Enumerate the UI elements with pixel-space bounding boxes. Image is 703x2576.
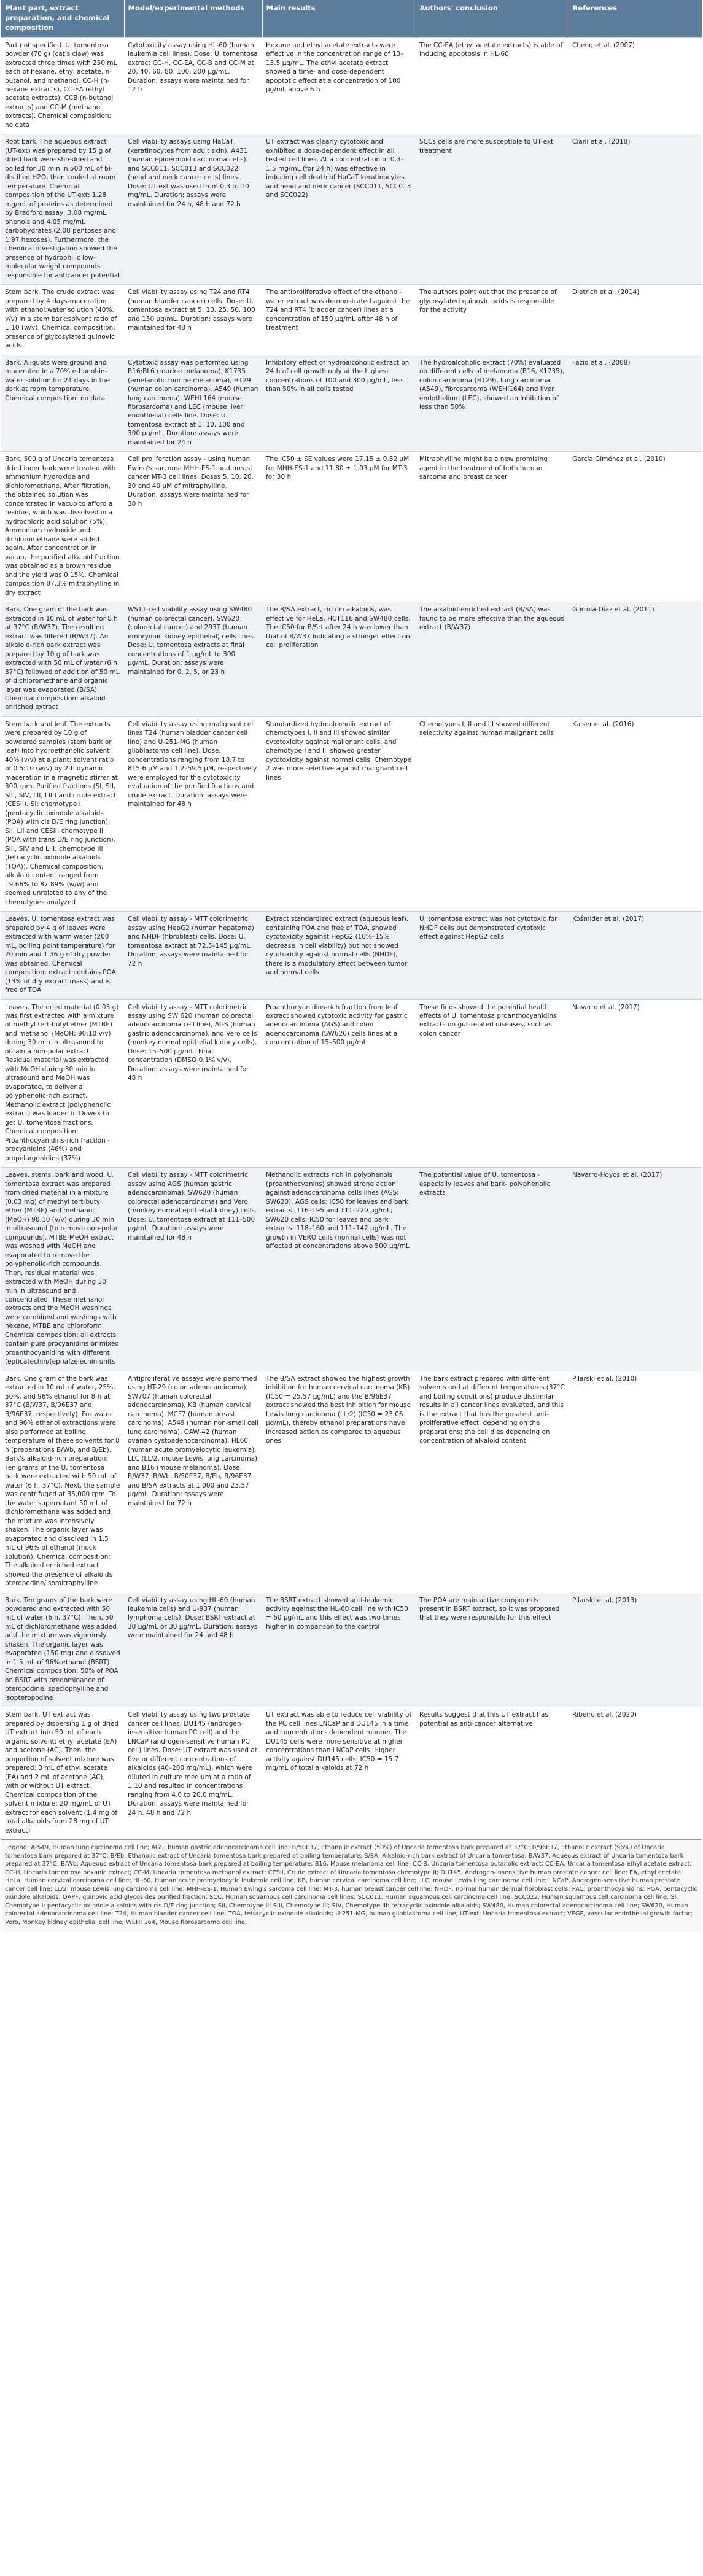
cell-part: Stem bark and leaf. The extracts were prepared by 10 g of powdered samples (stem bark or leaf) into hydroethanolic solvent 40% (v/v) at a plant: solvent ratio of 0.5:10 (w/v) by 2-h dynamic maceration in a magnetic stirrer at 300 rpm. Purified fractions (SI, SII, SIII, SIV, LII, LIII) and crude extract (CESII). SI: chemotype I (pentacyclic oxindole alkaloids (POA) with cis D/E ring junction). SII, LII and CESII: chemotype II (POA with trans D/E ring junction). SIII, SIV and LIII: chemotype III (tetracyclic oxindole alkaloids (TOA)). Chemical composition: alkaloid content ranged from 19.66% to 87.89% (w/w) and seemed unrelated to any of the chemotypes analyzed	[1, 716, 124, 911]
cell-references: Pilarski et al. (2013)	[569, 1593, 702, 1707]
cell-model: Cell viability assay - MTT colorimetric assay using AGS (human gastric adenocarcinoma), SW620 (human colorectal adenocarcinoma) and Vero (monkey normal epithelial kidney) cells. Dose: U. tomentosa extract at 111–500 µg/mL. Duration: assays were maintained for 48 h	[124, 1168, 262, 1371]
header-conclusion: Authors' conclusion	[416, 0, 569, 37]
table-row	[1, 999, 702, 1168]
cell-conclusion: SCCs cells are more susceptible to UT-ext treatment	[416, 134, 569, 285]
cell-references: Fazio et al. (2008)	[569, 355, 702, 452]
header-results: Main results	[262, 0, 416, 37]
table-row	[1, 1168, 702, 1371]
table-row	[1, 1371, 702, 1593]
cell-references: Ribeiro et al. (2020)	[569, 1707, 702, 1839]
cell-part: Bark. Ten grams of the bark were powdered and extracted with 50 mL of water (6 h, 37°C). Then, 50 mL of dichloromethane was added and the mixture was vigorously shaken. The organic layer was evaporated (150 mg) and dissolved in 1.5 mL of 96% ethanol (BSRT). Chemical composition: 50% of POA on BSRT with predominance of pteropodine, speciophylline and isopteropodine	[1, 1593, 124, 1707]
header-model: Model/experimental methods	[124, 0, 262, 37]
cell-references: García Giménez et al. (2010)	[569, 452, 702, 602]
table-body	[1, 37, 702, 1839]
cell-results: Methanolic extracts rich in polyphenols (proanthocyanins) showed strong action against adenocarcinoma cells lines (AGS; SW620). AGS cells: IC50 for leaves and bark extracts: 116–195 and 111–220 µg/mL; SW620 cells: IC50 for leaves and bark extracts: 118–160 and 111–142 µg/mL. The growth in VERO cells (normal cells) was not affected at concentrations above 500 µg/mL	[262, 1168, 416, 1371]
header-part: Plant part, extract preparation, and chemical composition	[1, 0, 124, 37]
table-row	[1, 285, 702, 355]
cell-model: Cell viability assay using T24 and RT4 (human bladder cancer) cells. Dose: U. tomentosa extract at 5, 10, 25, 50, 100 and 150 µg/mL. Duration: assays were maintained for 48 h	[124, 285, 262, 355]
cell-references: Ciani et al. (2018)	[569, 134, 702, 285]
cell-conclusion: The potential value of U. tomentosa -especially leaves and bark- polyphenolic extracts	[416, 1168, 569, 1371]
table-row	[1, 355, 702, 452]
table-header	[1, 0, 702, 37]
cell-results: UT extract was able to reduce cell viability of the PC cell lines LNCaP and DU145 in a time and concentration- dependent manner. The DU145 cells were more sensitive at higher concentrations than LNCaP cells. Higher activity against DU145 cells: IC50 = 15.7 mg/mL of total alkaloids at 72 h	[262, 1707, 416, 1839]
cell-references: Kaiser et al. (2016)	[569, 716, 702, 911]
cell-references: Dietrich et al. (2014)	[569, 285, 702, 355]
cell-conclusion: Chemotypes I, II and III showed different selectivity against human malignant cells	[416, 716, 569, 911]
cell-conclusion: U. tomentosa extract was not cytotoxic for NHDF cells but demonstrated cytotoxic effect against HepG2 cells	[416, 912, 569, 999]
cell-results: Hexane and ethyl acetate extracts were effective in the concentration range of 13–13.5 µg/mL. The ethyl acetate extract showed a time- and dose-dependent apoptotic effect at a concentration of 100 µg/mL above 6 h	[262, 37, 416, 134]
cell-part: Leaves. U. tomentosa extract was prepared by 4 g of leaves were extracted with warm water (200 mL, boiling point temperature) for 20 min and 1.36 g of dry powder was obtained. Chemical composition: extract contains POA (13% of dry extract mass) and is free of TOA	[1, 912, 124, 999]
cell-results: The BSRT extract showed anti-leukemic activity against the HL-60 cell line with IC50 = 60 µg/mL and this effect was two times higher in comparison to the control	[262, 1593, 416, 1707]
cell-references: Kośmider et al. (2017)	[569, 912, 702, 999]
cell-conclusion: The alkaloid-enriched extract (B/SA) was found to be more effective than the aqueous extract (B/W37)	[416, 602, 569, 717]
cell-conclusion: The POA are main active compounds present in BSRT extract, so it was proposed that they were responsible for this effect	[416, 1593, 569, 1707]
cell-part: Leaves, stems, bark and wood. U. tomentosa extract was prepared from dried material in a mixture (0.03 mg) of methyl tert-butyl ether (MTBE) and methanol (MeOH) 90:10 (v/v) during 30 min in ultrasound (to remove non-polar compounds). MTBE-MeOH extract was washed with MeOH and evaporated to remove the polyphenolic-rich compounds. Then, residual material was extracted with MeOH during 30 min in ultrasound and concentrated. These methanol extracts and the MeOH washings were combined and washings with hexane, MTBE and chloroform. Chemical composition: all extracts contain pure procyanidins or mixed proanthocyanidins with different (epi)catechin/(epi)afzelechin units	[1, 1168, 124, 1371]
cell-part: Root bark. The aqueous extract (UT-ext) was prepared by 15 g of dried bark were shredded and boiled for 30 min in 500 mL of bi-distilled H2O, then cooled at room temperature. Chemical composition of the UT-ext: 1.28 mg/mL of proteins as determined by Bradford assay, 3.08 mg/mL phenols and 4.05 mg/mL carbohydrates (2.08 pentoses and 1.97 hexoses). Furthermore, the chemical investigation showed the presence of hydrophilic low-molecular weight compounds responsible for anticancer potential	[1, 134, 124, 285]
table-row	[1, 912, 702, 999]
cell-part: Leaves. The dried material (0.03 g) was first extracted with a mixture of methyl tert-butyl ether (MTBE) and methanol (MeOH; 90:10 v/v) during 30 min in ultrasound to obtain a non-polar extract. Residual material was extracted with MeOH during 30 min in ultrasound and MeOH was evaporated, to deliver a polyphenolic-rich extract. Methanolic extract (polyphenolic extract) was loaded in Dowex to get U. tomentosa fractions. Chemical composition: Proanthocyanidins-rich fraction - procyanidins (46%) and propelargonidins (37%)	[1, 999, 124, 1168]
cell-results: The B/SA extract, rich in alkaloids, was effective for HeLa, HCT116 and SW480 cells. The IC50 for B/Srt after 24 h was lower than that of B/W37 indicating a stronger effect on cell proliferation	[262, 602, 416, 717]
cell-model: Cell viability assay - MTT colorimetric assay using SW 620 (human colorectal adenocarcinoma cell line), AGS (human gastric adenocarcinoma), and Vero cells (monkey normal epithelial kidney cells). Dose: 15–500 µg/mL. Final concentration (DMSO 0.1% v/v). Duration: assays were maintained for 48 h	[124, 999, 262, 1168]
cell-model: WST1-cell viability assay using SW480 (human colorectal cancer), SW620 (colorectal cancer) and 293T (human embryonic kidney epithelial) cells lines. Dose: U. tomentosa extracts at final concentrations of 1 µg/mL to 300 µg/mL. Duration: assays were maintained for 0, 2, 5, or 23 h	[124, 602, 262, 717]
cell-model: Cell viability assay using malignant cell lines T24 (human bladder cancer cell line) and U-251-MG (human glioblastoma cell line). Dose: concentrations ranging from 18.7 to 815.6 µM and 1.2–59.5 µM, respectively were employed for the cytotoxicity evaluation of the purified fractions and crude extract. Duration: assays were maintained for 48 h	[124, 716, 262, 911]
cell-model: Antiproliferative assays were performed using HT-29 (colon adenocarcinoma), SW707 (human colorectal adenocarcinoma), KB (human cervical carcinoma), MCF7 (human breast carcinoma), A549 (human non-small cell lung carcinoma), OAW-42 (human ovarian cystoadenocarcinoma), HL60 (human acute promyelocytic leukemia), LLC (LL/2, mouse Lewis lung carcinoma) and B16 (mouse melanoma). Dose: B/W37, B/Wb, B/50E37, B/Eb, B/96E37 and B/SA extracts at 1.000 and 23.57 µg/mL. Duration: assays were maintained for 72 h	[124, 1371, 262, 1593]
table-row	[1, 134, 702, 285]
cell-model: Cytotoxic assay was performed using B16/BL6 (murine melanoma), K1735 (amelanotic murine melanoma), HT29 (human colon carcinoma), A549 (human lung carcinoma), WEHI 164 (mouse fibrosarcoma) and LEC (mouse liver endothelial) cells line. Dose: U. tomentosa extract at 1, 10, 100 and 300 µg/mL. Duration: assays were maintained for 24 h	[124, 355, 262, 452]
cell-results: UT extract was clearly cytotoxic and exhibited a dose-dependent effect in all tested cell lines. At a concentration of 0.3–1.5 mg/mL (for 24 h) was effective in inducing cell death of HaCaT keratinocytes and head and neck cancer (SCC011, SCC013 and SCC022)	[262, 134, 416, 285]
cell-references: Pilarski et al. (2010)	[569, 1371, 702, 1593]
table-container	[1, 0, 702, 1931]
cell-results: Inhibitory effect of hydroalcoholic extract on 24 h of cell growth only at the highest concentrations of 100 and 300 µg/mL, less than 50% in all cells tested	[262, 355, 416, 452]
cell-results: Extract standardized extract (aqueous leaf), containing POA and free of TOA, showed cytotoxicity against HepG2 (10%–15% decrease in cell viability) but not showed cytotoxicity against normal cells (NHDF); there is a modulatory effect between tumor and normal cells	[262, 912, 416, 999]
cell-part: Part not specified. U. tomentosa powder (70 g) (cat's claw) was extracted three times with 250 mL each of hexane, ethyl acetate, n-butanol, and methanol. CC-H (n-hexane extracts), CC-EA (ethyl acetate extracts), CCB (n-butanol extracts) and CC-M (methanol extracts). Chemical composition: no data	[1, 37, 124, 134]
cell-model: Cell viability assays using HaCaT, (keratinocytes from adult skin), A431 (human epidermoid carcinoma cells), and SCC011, SCC013 and SCC022 (head and neck cancer cells) lines. Dose: UT-ext was used from 0.3 to 10 mg/mL. Duration: assays were maintained for 24 h, 48 h and 72 h	[124, 134, 262, 285]
cell-model: Cell viability assay using two prostate cancer cell lines, DU145 (androgen-insensitive human PC cell) and the LNCaP (androgen-sensitive human PC cell) lines. Dose: UT extract was used at five or different concentrations of alkaloids (40–200 mg/mL), which were diluted in culture medium at a ratio of 1:10 and resulted in concentrations ranging from 4.0 to 20.0 mg/mL. Duration: assays were maintained for 24 h, 48 h and 72 h	[124, 1707, 262, 1839]
cell-results: Standardized hydroalcoholic extract of chemotypes I, II and III showed similar cytotoxicity against malignant cells, and chemotype I and III showed greater cytotoxicity against normal cells. Chemotype 2 was more selective against malignant cell lines	[262, 716, 416, 911]
cell-part: Bark. Aliquots were ground and macerated in a 70% ethanol-in-water solution for 21 days in the dark at room temperature. Chemical composition: no data	[1, 355, 124, 452]
header-references: References	[569, 0, 702, 37]
cell-results: The antiproliferative effect of the ethanol-water extract was demonstrated against the T24 and RT4 (bladder cancer) lines at a concentration of 150 µg/mL after 48 h of treatment	[262, 285, 416, 355]
cell-results: The IC50 ± SE values were 17.15 ± 0.82 µM for MHH-ES-1 and 11.80 ± 1.03 µM for MT-3 for 30 h	[262, 452, 416, 602]
cell-part: Bark. One gram of the bark was extracted in 10 mL of water, 25%, 50%, and 96% ethanol for 8 h at 37°C (B/W37, B/96E37 and B/96E37, respectively). For water and 96% ethanol extractions were also performed at boiling temperature of these solvents for 8 h (preparations B/Wb, and B/Eb). Bark's alkaloid-rich preparation: Ten grams of the U. tomentosa bark were extracted with 50 mL of water (6 h, 37°C). Next, the sample was centrifuged at 35,000 rpm. To the water supernatant 50 mL of dichloromethane was added and the mixture was intensively shaken. The organic layer was evaporated and dissolved in 1.5 mL of 96% of ethanol (mock solution). Chemical composition: The alkaloid enriched extract showed the presence of alkaloids pteropodine/isomitraphylline	[1, 1371, 124, 1593]
table-row	[1, 1707, 702, 1839]
table-row	[1, 716, 702, 911]
cell-references: Gurrola-Díaz et al. (2011)	[569, 602, 702, 717]
cell-model: Cell proliferation assay - using human Ewing's sarcoma MHH-ES-1 and breast cancer MT-3 cell lines. Doses 5, 10, 20, 30 and 40 µM of mitraphylline. Duration: assays were maintained for 30 h	[124, 452, 262, 602]
cell-part: Bark. One gram of the bark was extracted in 10 mL of water for 8 h at 37°C (B/W37). The resulting extract was filtered (B/W37). An alkaloid-rich bark extract was prepared by 10 g of bark was extracted with 50 mL of water (6 h, 37°C) followed of addition of 50 mL of dichloromethane and organic layer was evaporated (B/SA). Chemical composition: alkaloid-enriched extract	[1, 602, 124, 717]
cell-results: Proanthocyanidins-rich fraction from leaf extract showed cytotoxic activity for gastric adenocarcinoma (AGS) and colon adenocarcinoma (SW620) cells lines at a concentration of 15–500 µg/mL	[262, 999, 416, 1168]
cell-references: Cheng et al. (2007)	[569, 37, 702, 134]
cell-part: Stem bark. The crude extract was prepared by 4 days-maceration with ethanol:water solution (40%, v/v) in a stem bark:solvent ratio of 1:10 (w/v). Chemical composition: presence of glycosylated quinovic acids	[1, 285, 124, 355]
cell-model: Cell viability assay - MTT colorimetric assay using HepG2 (human hepatoma) and NHDF (fibroblast) cells. Dose: U. tomentosa extract at 72.5–145 µg/mL. Duration: assays were maintained for 72 h	[124, 912, 262, 999]
cell-part: Stem bark. UT extract was prepared by dispersing 1 g of dried UT extract into 50 mL of each organic solvent: ethyl acetate (EA) and acetone (AC). Then, the proportion of solvent mixture was prepared: 3 mL of ethyl acetate (EA) and 2 mL of acetone (AC), with or without UT extract. Chemical composition of the solvent mixture: 20 mg/mL of UT extract for each solvent (1.4 mg of total alkaloids from 28 mg of UT extract)	[1, 1707, 124, 1839]
cell-conclusion: The authors point out that the presence of glycosylated quinovic acids is responsible for the activity	[416, 285, 569, 355]
cell-references: Navarro et al. (2017)	[569, 999, 702, 1168]
header-row	[1, 0, 702, 37]
table-row	[1, 1593, 702, 1707]
table-row	[1, 37, 702, 134]
cell-conclusion: The bark extract prepared with different solvents and at different temperatures (37°C and boiling conditions) produce dissimilar results in all cancer lines evaluated, and this is the extract that has the greatest anti-proliferative effect, depending on the preparations; the cell dies depending on concentration of alkaloid content	[416, 1371, 569, 1593]
data-table	[1, 0, 702, 1839]
cell-results: The B/SA extract showed the highest growth inhibition for human cervical carcinoma (KB) (IC50 = 25.57 µg/mL) and the B/96E37 extract showed the best inhibition for mouse Lewis lung carcinoma (LL/2) (IC50 = 23.06 µg/mL), thereby ethanol preparations have increased action as compared to aqueous ones	[262, 1371, 416, 1593]
cell-part: Bark. 500 g of Uncaria tomentosa dried inner bark were treated with ammonium hydroxide and dichloromethane. After filtration, the obtained solution was concentrated in vacuo to afford a residue, which was dissolved in a hydrochloric acid solution (5%). Ammonium hydroxide and dichloromethane were added again. After concentration in vacuo, the purified alkaloid fraction was obtained as a brown residue and the yield was 0.15%. Chemical composition 87.3% mitraphylline in dry extract	[1, 452, 124, 602]
table-row	[1, 452, 702, 602]
cell-references: Navarro-Hoyos et al. (2017)	[569, 1168, 702, 1371]
cell-conclusion: The CC-EA (ethyl acetate extracts) is able of inducing apoptosis in HL-60	[416, 37, 569, 134]
cell-conclusion: Results suggest that this UT extract has potential as anti-cancer alternative	[416, 1707, 569, 1839]
cell-conclusion: These finds showed the potential health effects of U. tomentosa proanthocyanidins extracts on gut-related diseases, such as colon cancer	[416, 999, 569, 1168]
table-legend: Legend: A-549, Human lung carcinoma cell line; AGS, human gastric adenocarcinoma cell line; B/50E37, Ethanolic extract (50%) of Uncaria tomentosa bark prepared at 37°C; B/96E37, Ethanolic extract (96%) of Uncaria tomentosa bark prepared at 37°C; B/Eb, Ethanolic extract of Uncaria tomentosa bark prepared at boiling temperature; B/SA, Alkaloid-rich bark extract of Uncaria tomentosa; B/W37, Aqueous extract of Uncaria tomentosa bark prepared at 37°C; B/Wb, Aqueous extract of Uncaria tomentosa bark prepared at boiling temperature; B16, Mouse melanoma cell line; CC-B, Uncaria tomentosa butanolic extract; CC-EA, Uncaria tomentosa ethyl acetate extract; CC-H, Uncaria tomentosa hexanic extract; CC-M, Uncaria tomentosa methanol extract; CESII, Crude extract of Uncaria tomentosa chemotype II; DU145, Androgen-insensitive human prostate cancer cell line; EA, ethyl acetate; HeLa, Human cervical carcinoma cell line; HL-60, Human acute promyelocytic leukemia cell line; KB, human cervical carcinoma cell line; LLC, mouse Lewis lung carcinoma cell line; LNCaP, Androgen-sensitive human prostate cancer cell line; LL/2, mouse Lewis lung carcinoma cell line; MHH-ES-1, Human Ewing's sarcoma cell line; MT-3, human breast cancer cell line; NHDF, normal human dermal fibroblast cells; PAC, proanthocyanidins; POA, pentacyclic oxindole alkaloids; QAPF, quinovic acid glycosides purified fraction; SCC, Human squamous cell carcinoma cell lines; SCC011, Human squamous cell carcinoma cell line; SCC022, Human squamous cell carcinoma cell line; SI, Chemotype I: pentacyclic oxindole alkaloids with cis D/E ring junction; SII, Chemotype II; SIII, Chemotype III; SIV, Chemotype III: tetracyclic oxindole alkaloids; SW480, Human colorectal adenocarcinoma cell line; SW620, Human colorectal adenocarcinoma cell line; T24, Human bladder cancer cell line; TOA, tetracyclic oxindole alkaloids; U-251-MG, human glioblastoma cell line; UT-ext, Uncaria tomentosa extract; VEGF, vascular endothelial growth factor; Vero, Monkey kidney epithelial cell line; WEHI 164, Mouse fibrosarcoma cell line.	[1, 1839, 702, 1931]
cell-conclusion: The hydroalcoholic extract (70%) evaluated on different cells of melanoma (B16, K1735), colon carcinoma (HT29), lung carcinoma (A549), fibrosarcoma (WEHI164) and liver endothelium (LEC), showed an inhibition of less than 50%	[416, 355, 569, 452]
table-row	[1, 602, 702, 717]
cell-conclusion: Mitraphylline might be a new promising agent in the treatment of both human sarcoma and breast cancer	[416, 452, 569, 602]
cell-model: Cytotoxicity assay using HL-60 (human leukemia cell lines). Dose: U. tomentosa extract CC-H, CC-EA, CC-B and CC-M at 20, 40, 60, 80, 100, 200 µg/mL. Duration: assays were maintained for 12 h	[124, 37, 262, 134]
cell-model: Cell viability assay using HL-60 (human leukemia cells) and U-937 (human lymphoma cells). Dose: BSRT extract at 30 µg/mL or 30 µg/mL. Duration: assays were maintained for 24 and 48 h	[124, 1593, 262, 1707]
